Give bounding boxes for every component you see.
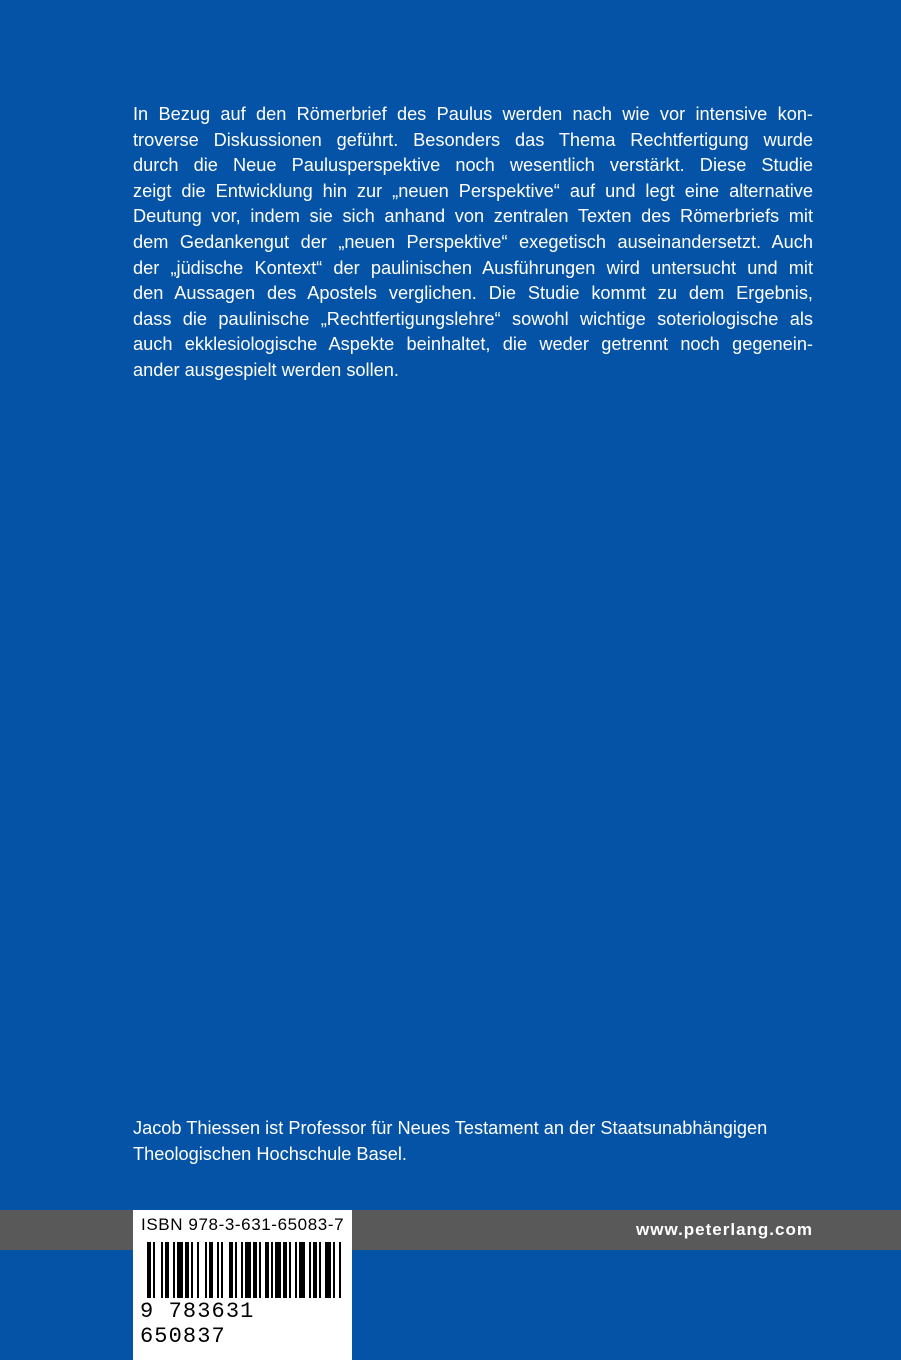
barcode-bar <box>205 1242 207 1298</box>
barcode-bar <box>325 1242 331 1298</box>
blurb-line: auch ekklesiologische Aspekte beinhaltet, die weder getrennt noch gegenein- <box>133 334 813 355</box>
barcode-bar <box>295 1242 297 1298</box>
barcode-bar <box>165 1242 169 1298</box>
blurb-line: der „jüdische Kontext“ der paulinischen Ausführungen wird untersucht und mit <box>133 257 813 278</box>
barcode-bar <box>283 1242 287 1298</box>
publisher-url[interactable]: www.peterlang.com <box>636 1220 813 1239</box>
blurb-line: zeigt die Entwicklung hin zur „neuen Perspektive“ auf und legt eine alternative <box>133 180 813 201</box>
barcode-bar <box>177 1242 183 1298</box>
barcode-bar <box>221 1242 223 1298</box>
blurb-line: troverse Diskussionen geführt. Besonders das Thema Rechtfertigung wurde <box>133 129 813 150</box>
barcode-bar <box>191 1242 193 1298</box>
barcode-bar <box>209 1242 213 1298</box>
author-bio <box>133 1116 823 1167</box>
barcode-bar <box>173 1242 175 1298</box>
back-cover-blurb <box>133 102 813 384</box>
barcode-bar <box>265 1242 269 1298</box>
barcode-bar <box>289 1242 291 1298</box>
barcode-bar <box>319 1242 321 1298</box>
barcode-bar <box>235 1242 237 1298</box>
blurb-line: ander ausgespielt werden sollen. <box>133 359 399 380</box>
barcode-bar <box>299 1242 305 1298</box>
isbn-label: ISBN 978-3-631-65083-7 <box>141 1215 345 1234</box>
barcode-bar <box>313 1242 317 1298</box>
barcode-bar <box>241 1242 243 1298</box>
blurb-line: Deutung vor, indem sie sich anhand von zentralen Texten des Römerbriefs mit <box>133 206 813 227</box>
barcode-bar <box>339 1242 341 1298</box>
isbn-barcode <box>133 1210 352 1360</box>
blurb-line: durch die Neue Paulusperspektive noch wesentlich verstärkt. Diese Studie <box>133 155 813 176</box>
barcode-bar <box>271 1242 273 1298</box>
author-bio-line: Theologischen Hochschule Basel. <box>133 1143 407 1164</box>
barcode-bar <box>147 1242 151 1298</box>
barcode-bar <box>259 1242 261 1298</box>
barcode-bar <box>185 1242 189 1298</box>
blurb-line: In Bezug auf den Römerbrief des Paulus werden nach wie vor intensive kon- <box>133 104 813 124</box>
barcode-bar <box>245 1242 251 1298</box>
barcode-bar <box>229 1242 233 1298</box>
author-bio-line: Jacob Thiessen ist Professor für Neues Testament an der Staatsunabhängigen <box>133 1118 768 1138</box>
barcode-bar <box>217 1242 219 1298</box>
barcode-bar <box>333 1242 335 1298</box>
ean-digits: 9 783631 650837 <box>140 1299 255 1349</box>
blurb-line: dass die paulinische „Rechtfertigungslehre“ sowohl wichtige soteriologische als <box>133 308 813 329</box>
barcode-bar <box>197 1242 199 1298</box>
blurb-line: den Aussagen des Apostels verglichen. Die Studie kommt zu dem Ergebnis, <box>133 283 813 304</box>
barcode-bar <box>309 1242 311 1298</box>
barcode-bar <box>153 1242 155 1298</box>
barcode-bar <box>161 1242 163 1298</box>
blurb-line: dem Gedankengut der „neuen Perspektive“ exegetisch auseinandersetzt. Auch <box>133 231 813 252</box>
barcode-bar <box>275 1242 281 1298</box>
barcode-bar <box>253 1242 257 1298</box>
